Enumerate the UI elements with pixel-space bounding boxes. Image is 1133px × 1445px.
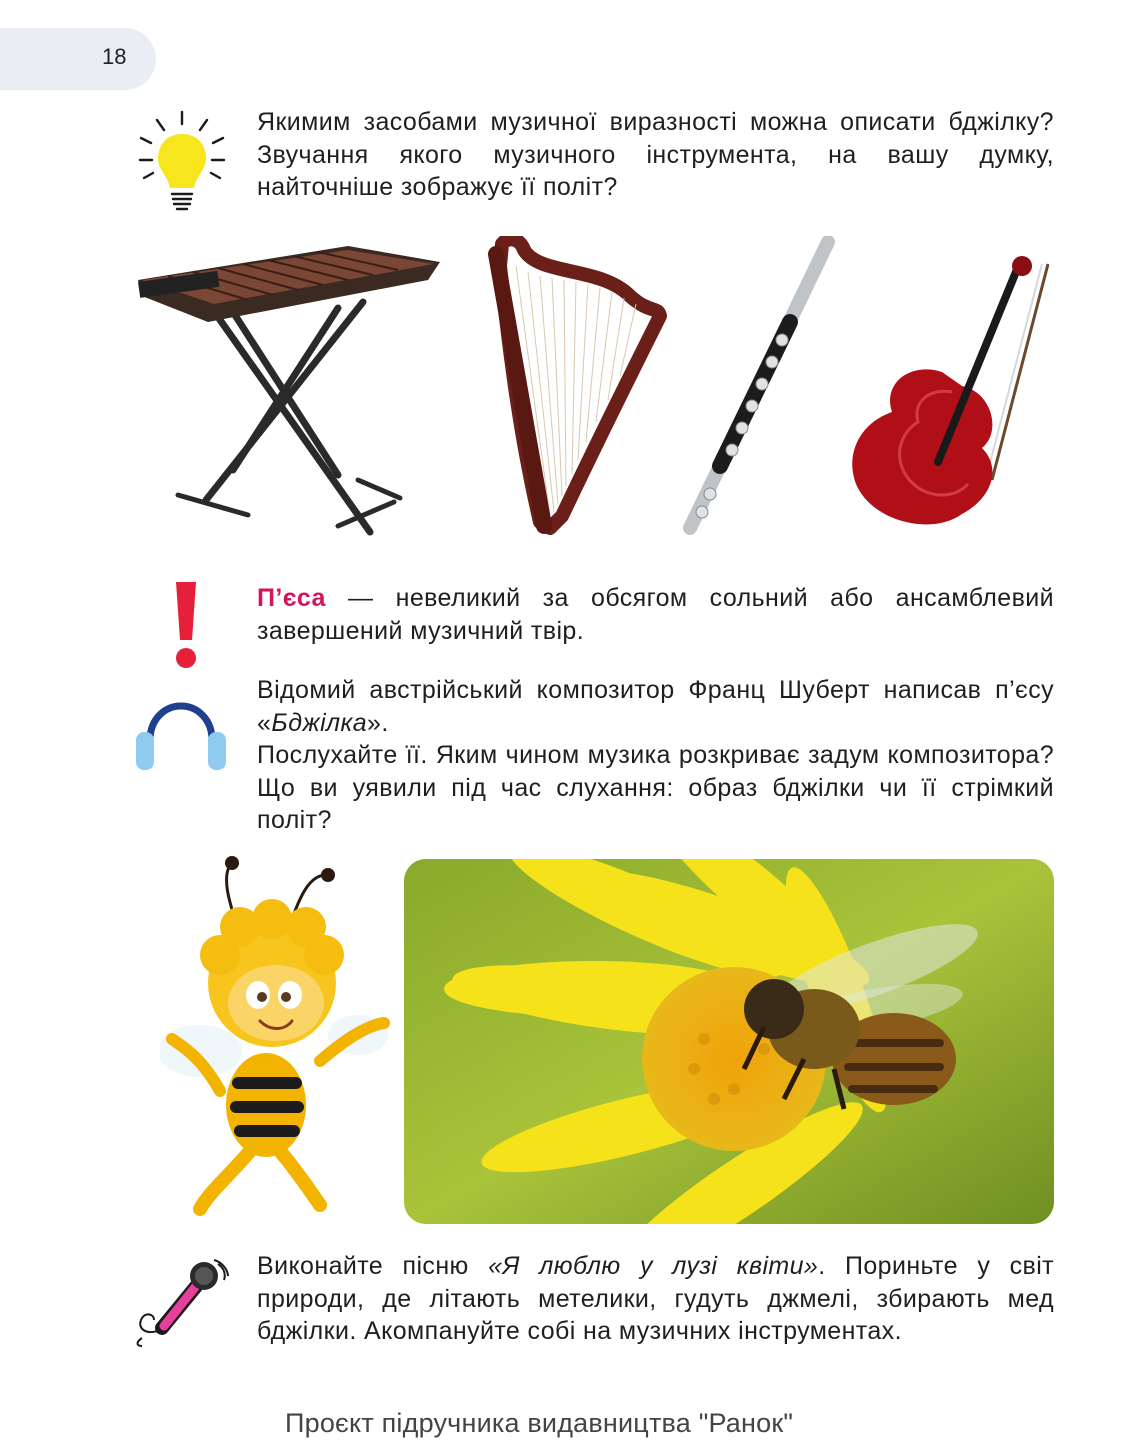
definition-term: П’єса <box>257 584 326 612</box>
question-text: Якимим засобами музичної виразності можна описати бджілку? Звучання якого музичного інструмента, на вашу думку, найточніше зображує її політ? <box>257 108 1054 201</box>
listening-text-prefix: Відомий австрійський композитор Франц Шуберт написав п’єсу « <box>257 676 1054 737</box>
definition-paragraph <box>257 582 1054 647</box>
page-number: 18 <box>102 44 127 69</box>
microphone-icon <box>132 1258 230 1348</box>
footer-credit: Проєкт підручника видавництва "Ранок" <box>285 1408 794 1438</box>
lightbulb-icon <box>134 110 230 214</box>
flute-image <box>680 236 840 536</box>
listening-paragraph-2: Послухайте її. Яким чином музика розкриває задум композитора? Що ви уявили під час слухання: образ бджілки чи її стрімкий політ? <box>257 741 1054 834</box>
listening-text-suffix: ». <box>367 708 389 737</box>
xylophone-image <box>138 240 440 545</box>
definition-text: — невеликий за обсягом сольний або ансамблевий завершений музичний твір. <box>257 584 1054 645</box>
headphones-icon <box>132 700 230 772</box>
violin-image <box>842 252 1058 532</box>
song-title: «Я люблю у лузі квіти» <box>488 1252 819 1280</box>
singing-prefix: Виконайте пісню <box>257 1252 489 1280</box>
harp-image <box>480 236 670 536</box>
singing-suffix: . Пориньте у світ природи, де літають метелики, гудуть джмелі, збирають мед бджілки. Акомпануйте собі на музичних інструментах. <box>257 1252 1055 1345</box>
page-number-tab <box>0 28 156 90</box>
listening-paragraph-1 <box>257 674 1054 739</box>
singing-paragraph <box>257 1250 1054 1348</box>
bee-on-flower-photo <box>404 859 1054 1224</box>
piece-title: Бджілка <box>271 708 368 737</box>
cartoon-bee-image <box>160 855 395 1225</box>
exclamation-icon <box>170 578 202 670</box>
